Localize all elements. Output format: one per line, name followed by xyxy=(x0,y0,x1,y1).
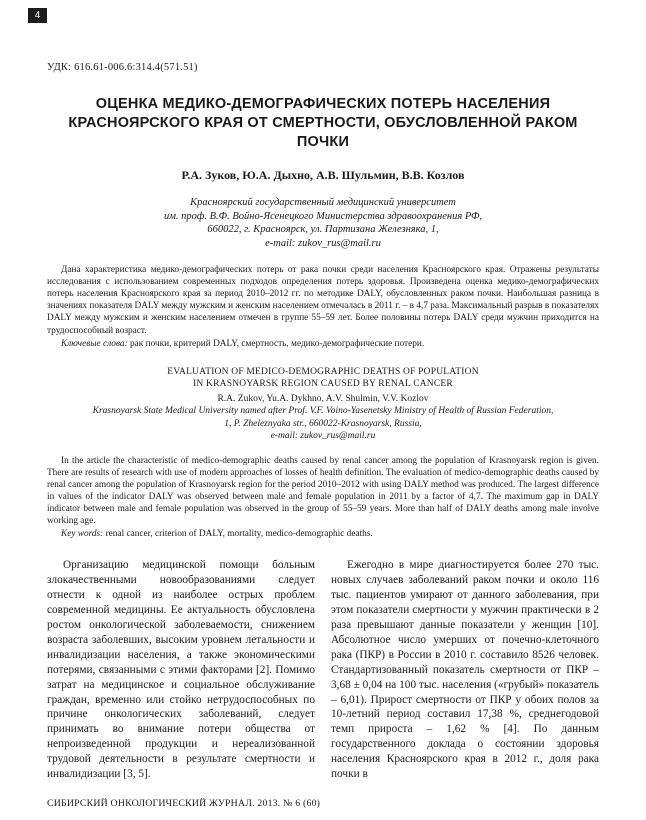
journal-footer: СИБИРСКИЙ ОНКОЛОГИЧЕСКИЙ ЖУРНАЛ. 2013. № 6 (60) xyxy=(47,798,321,809)
keywords-ru-text: рак почки, критерий DALY, смертность, медико-демографические потери. xyxy=(127,338,425,349)
affiliation-en-line2: 1, P. Zheleznyaka str., 660022-Krasnoyarsk, Russia, xyxy=(224,418,422,429)
affiliation-en-line1: Krasnoyarsk State Medical University named after Prof. V.F. Voino-Yasenetsky Ministry of Health of Russian Federation, xyxy=(92,406,554,417)
body-paragraph-right: Ежегодно в мире диагностируется более 270 тыс. новых случаев заболеваний раком почки и около 116 тыс. пациентов умирают от данного заболевания, при этом показатели смертности у мужчин практически в 2 раза превышают данные показатели у женщин [10]. Абсолютное число умерших от почечно-клеточного рака (ПКР) в России в 2010 г. составило 8526 человек. Стандартизованный показатель смертности от ПКР – 3,68 ± 0,04 на 100 тыс. населения («грубый» показатель – 6,01). Прирост смертности от ПКР у обоих полов за 10-летний период составил 17,38 %, среднегодовой темп прироста – 1,62 % [4]. По данным государственного доклада о состоянии здоровья населения Красноярского края в 2012 г., доля рака почки в xyxy=(331,559,599,781)
abstract-ru xyxy=(47,264,599,336)
page-number: 4 xyxy=(34,10,41,21)
body-columns xyxy=(47,558,599,782)
affiliation-ru-line2: им. проф. В.Ф. Войно-Ясенецкого Министерства здравоохранения РФ, xyxy=(163,210,483,222)
udc-code: УДК: 616.61-006.6:314.4(571.51) xyxy=(47,62,198,73)
article-title-en-line1: EVALUATION OF MEDICO-DEMOGRAPHIC DEATHS OF POPULATION xyxy=(167,366,479,377)
keywords-en-label: Key words: xyxy=(61,529,104,540)
keywords-ru xyxy=(47,338,599,350)
affiliation-ru-line3: 660022, г. Красноярск, ул. Партизана Железняка, 1, xyxy=(207,224,439,236)
authors-en: R.A. Zukov, Yu.A. Dykhno, A.V. Shulmin, V.V. Kozlov xyxy=(217,393,429,404)
abstract-en-text: In the article the characteristic of medico-demographic deaths caused by renal cancer among the population of Krasnoyarsk region is given. There are results of research with use of modern approaches of losses of health definition. The evaluation of medico-demographic deaths caused by renal cancer among the population of Krasnoyarsk region for the period 2010–2012 with using DALY method was produced. The largest difference in values of the indicator DALY was observed between male and female population in 2011 by a factor of 4,7. The maximum gap in DALY indicator between male and female population was observed in the group of 55–59 years. More than half of DALY deaths among male involve working age. xyxy=(47,455,599,527)
abstract-ru-text: Дана характеристика медико-демографических потерь от рака почки среди населения Красноярского края. Отражены результаты исследования с использованием современных подходов определения потерь здоровья. Произведена оценка медико-демографических потерь населения Красноярского края за период 2010–2012 гг. по методике DALY, обусловленных раком почки. Наибольшая разница в значениях показателя DALY между мужским и женским населением отмечалась в 2011 г. – в 4,7 раза. Максимальный разрыв в показателях DALY между мужским и женским населением отмечен в группе 55–59 лет. Более половины потерь DALY среди мужчин приходится на трудоспособный возраст. xyxy=(47,265,599,336)
abstract-en xyxy=(47,455,599,527)
authors-ru: Р.А. Зуков, Ю.А. Дыхно, А.В. Шульмин, В.В. Козлов xyxy=(181,168,465,183)
body-column-right xyxy=(331,558,599,782)
article-title-en-line2: IN KRASNOYARSK REGION CAUSED BY RENAL CANCER xyxy=(193,379,453,390)
body-paragraph-left: Организацию медицинской помощи больным злокачественными новообразованиями следует отнести к одной из наиболее острых проблем современной медицины. Ее актуальность обусловлена ростом онкологической заболеваемости, снижением возраста заболевших, высоким уровнем летальности и инвалидизации населения, а также экономическими потерями, связанными с этими факторами [2]. Помимо затрат на медицинское и социальное обслуживание граждан, временно или стойко нетрудоспособных по причине онкологических заболеваний, следует принимать во внимание потери общества от непроизведенной продукции и нереализованной трудовой деятельности в результате смертности и инвалидизации [3, 5]. xyxy=(47,559,315,781)
affiliation-ru-email: e-mail: zukov_rus@mail.ru xyxy=(265,237,381,249)
keywords-en-text: renal cancer, criterion of DALY, mortality, medico-demographic deaths. xyxy=(103,529,373,540)
page-number-badge xyxy=(28,8,47,23)
body-column-left xyxy=(47,558,315,782)
keywords-en xyxy=(47,528,599,540)
affiliation-ru-line1: Красноярский государственный медицинский университет xyxy=(190,197,456,209)
article-title-ru: ОЦЕНКА МЕДИКО-ДЕМОГРАФИЧЕСКИХ ПОТЕРЬ НАСЕЛЕНИЯ КРАСНОЯРСКОГО КРАЯ ОТ СМЕРТНОСТИ, ОБУСЛОВЛЕННОЙ РАКОМ ПОЧКИ xyxy=(68,96,578,151)
english-header xyxy=(47,366,599,443)
affiliation-en-email: e-mail: zukov_rus@mail.ru xyxy=(270,431,376,442)
keywords-ru-label: Ключевые слова: xyxy=(61,338,128,349)
affiliation-ru xyxy=(47,196,599,250)
